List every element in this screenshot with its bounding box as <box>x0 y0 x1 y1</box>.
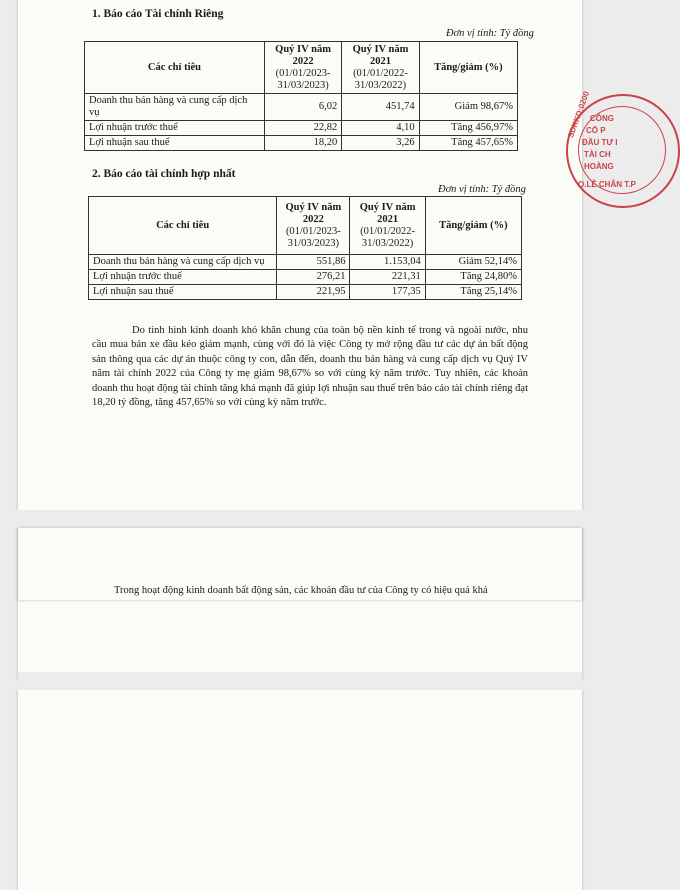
table-row <box>89 255 522 270</box>
page-gap <box>18 672 582 690</box>
header-col-2021-period: (01/01/2022-31/03/2022) <box>353 67 408 91</box>
value-2022: 551,86 <box>277 255 350 270</box>
section-2-table <box>88 196 522 300</box>
change-value: Tăng 24,80% <box>425 270 521 285</box>
value-2021: 4,10 <box>342 121 419 136</box>
change-value: Tăng 25,14% <box>425 285 521 300</box>
header-col-2021 <box>342 42 419 94</box>
row-label: Doanh thu bán hàng và cung cấp dịch vụ <box>85 94 265 121</box>
section-2-unit: Đơn vị tính: Tỷ đồng <box>438 184 526 195</box>
row-label: Lợi nhuận sau thuế <box>85 136 265 151</box>
value-2022: 276,21 <box>277 270 350 285</box>
header-col-2022 <box>277 197 350 255</box>
header-indicator: Các chỉ tiêu <box>85 42 265 94</box>
section-2-title: 2. Báo cáo tài chính hợp nhất <box>92 168 236 180</box>
value-2021: 177,35 <box>350 285 425 300</box>
seal-ring-text: SDKKD:0200 <box>566 90 592 140</box>
next-page <box>18 528 582 600</box>
header-indicator: Các chỉ tiêu <box>89 197 277 255</box>
header-col-2021-period: (01/01/2022-31/03/2022) <box>360 225 416 249</box>
seal-line-3: ĐẦU TƯ I <box>582 138 618 147</box>
seal-line-5: HOÀNG <box>584 162 614 171</box>
seal-bottom-text: O.LÊ CHÂN T.P <box>578 180 636 189</box>
header-col-2022 <box>264 42 341 94</box>
table-row <box>85 121 518 136</box>
row-label: Lợi nhuận trước thuế <box>85 121 265 136</box>
value-2021: 1.153,04 <box>350 255 425 270</box>
value-2021: 221,31 <box>350 270 425 285</box>
change-value: Giảm 98,67% <box>419 94 517 121</box>
page-2-top <box>18 690 582 720</box>
company-seal <box>566 90 680 208</box>
value-2022: 6,02 <box>264 94 341 121</box>
value-2022: 22,82 <box>264 121 341 136</box>
header-change: Tăng/giảm (%) <box>425 197 521 255</box>
header-col-2021-title: Quý IV năm 2021 <box>359 201 416 225</box>
table-row <box>85 136 518 151</box>
value-2022: 221,95 <box>277 285 350 300</box>
header-col-2022-title: Quý IV năm 2022 <box>285 201 342 225</box>
table-row <box>89 285 522 300</box>
header-col-2021-title: Quý IV năm 2021 <box>352 43 409 67</box>
section-1-title: 1. Báo cáo Tài chính Riêng <box>92 8 224 20</box>
section-1-table <box>84 41 518 151</box>
seal-line-1: CÔNG <box>590 114 614 123</box>
value-2021: 451,74 <box>342 94 419 121</box>
row-label: Doanh thu bán hàng và cung cấp dịch vụ <box>89 255 277 270</box>
header-col-2022-title: Quý IV năm 2022 <box>275 43 331 67</box>
document-page-2 <box>18 690 582 890</box>
body-paragraph: Do tình hình kinh doanh khó khăn chung của toàn bộ nền kinh tế trong và ngoài nước, nhu cầu mua bán xe đầu kéo giảm mạnh, cùng với đó là việc Công ty mở rộng đầu tư các dự án bất động sản thông qua các dự án thuộc công ty con, dẫn đến, doanh thu bán hàng và cung cấp dịch vụ Quý IV năm tài chính 2022 của Công ty mẹ giảm 98,67% so với cùng kỳ năm trước. Tuy nhiên, các khoản doanh thu hoạt động tài chính tăng khá mạnh đã giúp lợi nhuận sau thuế trên báo cáo tài chính riêng đạt 18,20 tỷ đồng, tăng 457,65% so với cùng kỳ năm trước. <box>92 325 528 409</box>
header-col-2022-period: (01/01/2023-31/03/2023) <box>285 225 341 249</box>
value-2021: 3,26 <box>342 136 419 151</box>
header-col-2021 <box>350 197 425 255</box>
row-label: Lợi nhuận trước thuế <box>89 270 277 285</box>
table-row <box>89 270 522 285</box>
row-label: Lợi nhuận sau thuế <box>89 285 277 300</box>
next-page-paragraph: Trong hoạt động kinh doanh bất động sản, các khoản đầu tư của Công ty có hiệu quả khá <box>114 585 488 596</box>
table-row <box>85 94 518 121</box>
page-separator <box>0 510 600 528</box>
section-1-unit: Đơn vị tính: Tỷ đồng <box>446 28 534 39</box>
value-2022: 18,20 <box>264 136 341 151</box>
change-value: Tăng 456,97% <box>419 121 517 136</box>
header-col-2022-period: (01/01/2023-31/03/2023) <box>275 67 331 91</box>
seal-line-2: CỔ P <box>586 126 606 135</box>
change-value: Tăng 457,65% <box>419 136 517 151</box>
seal-line-4: TÀI CH <box>584 150 611 159</box>
header-change: Tăng/giảm (%) <box>419 42 517 94</box>
change-value: Giảm 52,14% <box>425 255 521 270</box>
